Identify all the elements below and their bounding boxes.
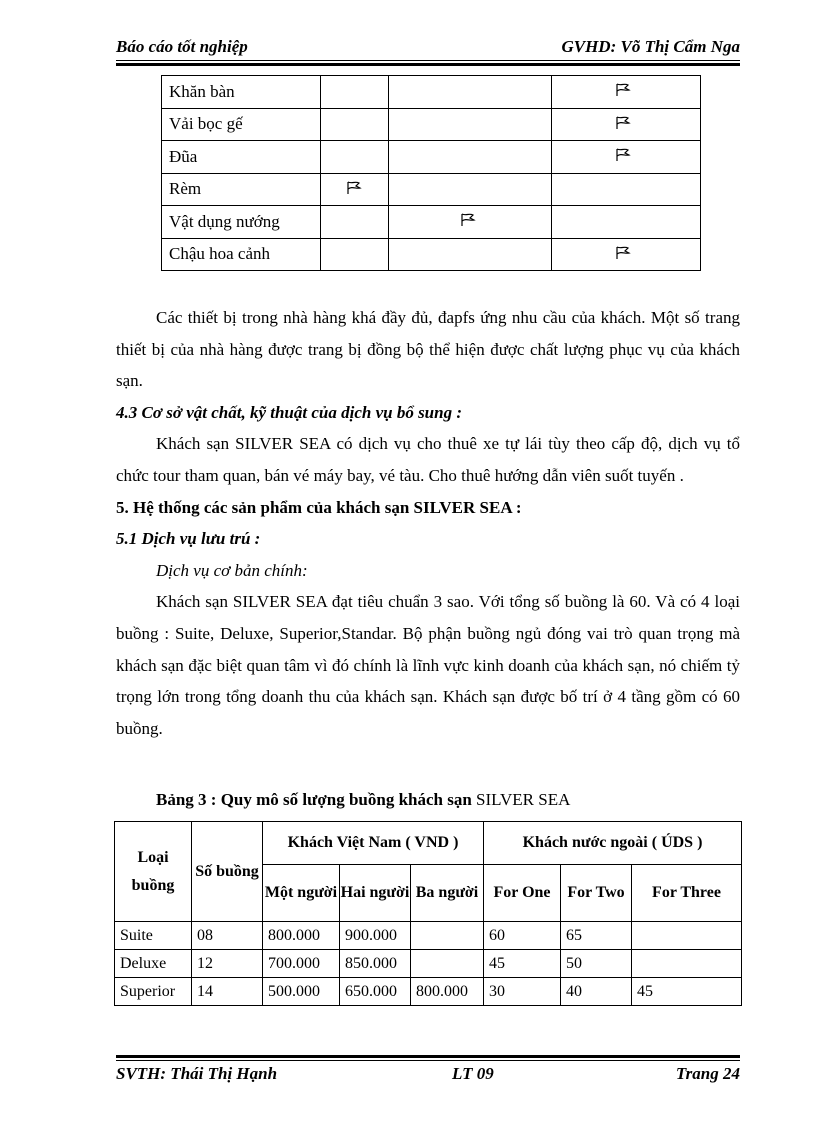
footer-class: LT 09 — [452, 1064, 494, 1083]
room-row — [115, 978, 742, 1006]
room-cell: 650.000 — [340, 978, 411, 1006]
equipment-name: Đũa — [162, 141, 321, 174]
equipment-cell — [389, 76, 552, 109]
room-cell: 14 — [192, 978, 263, 1006]
sub-two-person: Hai người — [340, 865, 411, 922]
room-cell: 800.000 — [263, 922, 340, 950]
sub-one-person: Một người — [263, 865, 340, 922]
equipment-cell — [389, 206, 552, 239]
table-caption — [156, 790, 570, 810]
equipment-cell — [321, 206, 389, 239]
room-cell: 60 — [484, 922, 561, 950]
equipment-name: Vật dụng nướng — [162, 206, 321, 239]
sub-three-person: Ba người — [411, 865, 484, 922]
equipment-cell — [321, 141, 389, 174]
room-cell: 700.000 — [263, 950, 340, 978]
sub-for-three: For Three — [632, 865, 742, 922]
equipment-cell — [321, 108, 389, 141]
equipment-row — [162, 206, 701, 239]
sub-for-two: For Two — [561, 865, 632, 922]
header-rule — [116, 60, 740, 61]
room-cell — [411, 922, 484, 950]
header-advisor: GVHD: Võ Thị Cẩm Nga — [561, 37, 740, 56]
flag-icon — [460, 212, 478, 232]
heading-5: 5. Hệ thống các sản phẩm của khách sạn SILVER SEA : — [116, 497, 522, 517]
room-cell: 30 — [484, 978, 561, 1006]
heading-4-3: 4.3 Cơ sở vật chất, kỹ thuật của dịch vụ bổ sung : — [116, 402, 463, 422]
col-vietnam-guests: Khách Việt Nam ( VND ) — [263, 822, 484, 865]
equipment-cell — [552, 76, 701, 109]
header-title: Báo cáo tốt nghiệp — [116, 37, 248, 56]
equipment-cell — [321, 173, 389, 206]
flag-icon — [346, 180, 364, 200]
sub-for-one: For One — [484, 865, 561, 922]
equipment-cell — [552, 173, 701, 206]
equipment-row — [162, 76, 701, 109]
room-cell: 800.000 — [411, 978, 484, 1006]
equipment-row — [162, 238, 701, 271]
footer-page-number: Trang 24 — [675, 1064, 740, 1083]
footer-rule-thick — [116, 1055, 740, 1058]
room-cell: 850.000 — [340, 950, 411, 978]
equipment-row — [162, 141, 701, 174]
flag-icon — [615, 82, 633, 102]
body-text — [116, 302, 740, 744]
page-header — [116, 37, 740, 57]
flag-icon — [615, 245, 633, 265]
room-cell: 08 — [192, 922, 263, 950]
footer-student: SVTH: Thái Thị Hạnh — [116, 1064, 278, 1083]
room-cell — [411, 950, 484, 978]
room-cell: 40 — [561, 978, 632, 1006]
room-cell: 500.000 — [263, 978, 340, 1006]
equipment-cell — [552, 108, 701, 141]
equipment-cell — [552, 238, 701, 271]
caption-rest: SILVER SEA — [471, 790, 571, 809]
flag-icon — [615, 147, 633, 167]
paragraph-services: Khách sạn SILVER SEA có dịch vụ cho thuê xe tự lái tùy theo cấp độ, dịch vụ tổ chức tour tham quan, bán vé máy bay, vé tàu. Cho thuê hướng dẫn viên suốt tuyến . — [116, 434, 740, 485]
room-cell: 45 — [484, 950, 561, 978]
room-cell: Suite — [115, 922, 192, 950]
equipment-name: Rèm — [162, 173, 321, 206]
room-cell: 12 — [192, 950, 263, 978]
equipment-cell — [321, 76, 389, 109]
equipment-table — [161, 75, 701, 271]
room-cell: Superior — [115, 978, 192, 1006]
subheading-basic-service: Dịch vụ cơ bản chính: — [156, 560, 308, 580]
room-cell: 50 — [561, 950, 632, 978]
col-foreign-guests: Khách nước ngoài ( ÚDS ) — [484, 822, 742, 865]
equipment-name: Chậu hoa cảnh — [162, 238, 321, 271]
room-cell: 65 — [561, 922, 632, 950]
room-cell — [632, 922, 742, 950]
col-room-type: Loại buồng — [115, 822, 192, 922]
footer-rule — [116, 1060, 740, 1061]
room-row — [115, 950, 742, 978]
equipment-cell — [389, 108, 552, 141]
col-room-count: Số buồng — [192, 822, 263, 922]
equipment-cell — [389, 238, 552, 271]
equipment-cell — [552, 141, 701, 174]
equipment-cell — [552, 206, 701, 239]
equipment-name: Vải bọc gế — [162, 108, 321, 141]
room-cell: 45 — [632, 978, 742, 1006]
equipment-name: Khăn bàn — [162, 76, 321, 109]
equipment-cell — [389, 141, 552, 174]
heading-5-1: 5.1 Dịch vụ lưu trú : — [116, 529, 261, 549]
flag-icon — [615, 115, 633, 135]
room-cell: Deluxe — [115, 950, 192, 978]
equipment-cell — [389, 173, 552, 206]
equipment-row — [162, 108, 701, 141]
room-cell — [632, 950, 742, 978]
paragraph-rooms: Khách sạn SILVER SEA đạt tiêu chuẩn 3 sao. Với tổng số buồng là 60. Và có 4 loại buồng : Suite, Deluxe, Superior,Standar. Bộ phận buồng ngủ đóng vai trò quan trọng mà khách sạn đặc biệt quan tâm vì đó chính là lĩnh vực kinh doanh của khách sạn, nó chiếm tỷ trọng lớn trong tổng doanh thu của khách sạn. Khách sạn được bố trí ở 4 tầng gồm có 60 buồng. — [116, 592, 740, 738]
room-cell: 900.000 — [340, 922, 411, 950]
room-row — [115, 922, 742, 950]
equipment-cell — [321, 238, 389, 271]
room-table — [114, 821, 742, 1006]
paragraph-equipment: Các thiết bị trong nhà hàng khá đầy đủ, đapfs ứng nhu cầu của khách. Một số trang thiết bị của nhà hàng được trang bị đồng bộ thể hiện được chất lượng phục vụ của khách sạn. — [116, 308, 740, 391]
header-rule-thick — [116, 63, 740, 66]
caption-bold: Bảng 3 : Quy mô số lượng buồng khách sạn — [156, 790, 472, 809]
equipment-row — [162, 173, 701, 206]
